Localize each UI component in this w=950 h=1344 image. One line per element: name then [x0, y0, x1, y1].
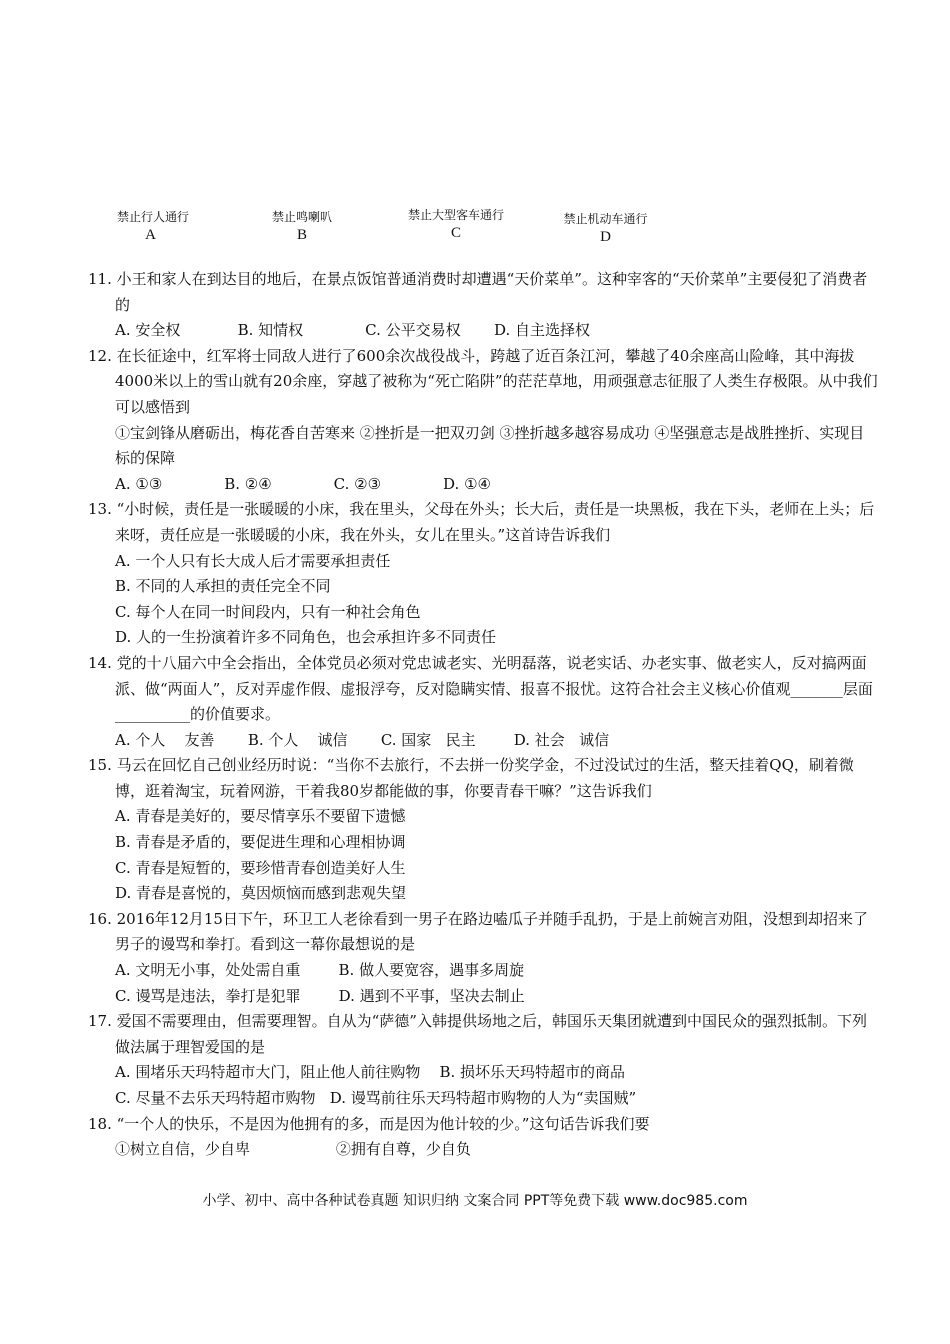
sign-caption: 禁止大型客车通行: [407, 208, 504, 222]
option-line-2: C. 尽量不去乐天玛特超市购物 D. 谩骂前往乐天玛特超市购物的人为“卖国贼”: [115, 1089, 637, 1107]
sign-caption: 禁止鸣喇叭: [271, 210, 332, 224]
option-d: D. 青春是喜悦的，莫因烦恼而感到悲观失望: [115, 884, 407, 903]
option-c: C. 每个人在同一时间段内，只有一种社会角色: [115, 602, 421, 621]
question-list: [88, 267, 878, 1163]
question-statements: ①宝剑锋从磨砺出，梅花香自苦寒来 ②挫折是一把双刃剑 ③挫折越多越容易成功 ④坚强意志是战胜挫折、实现目标的保障: [115, 423, 865, 468]
question-stem: 18. “一个人的快乐，不是因为他拥有的多，而是因为他计较的少。”这句话告诉我们要: [88, 1114, 650, 1133]
question-18: [88, 1112, 878, 1163]
sign-letter: D: [600, 229, 611, 245]
question-stem: 17. 爱国不需要理由，但需要理智。自从为“萨德”入韩提供场地之后，韩国乐天集团就遭到中国民众的强烈抵制。下列做法属于理智爱国的是: [88, 1012, 867, 1056]
question-statements: ①树立自信，少自卑 ②拥有自尊，少自负: [115, 1140, 471, 1159]
question-stem: 12. 在长征途中，红军将士同敌人进行了600余次战役战斗，跨越了近百条江河，攀越了40余座高山险峰，其中海拔4000米以上的雪山就有20余座，穿越了被称为“死亡陷阱”的茫茫草地，用顽强意志征服了人类生存极限。从中我们可以感悟到: [88, 346, 878, 416]
sign-option-d: [553, 210, 658, 246]
option-c: C. 青春是短暂的，要珍惜青春创造美好人生: [115, 858, 406, 877]
question-16: [88, 907, 878, 1009]
question-11: [88, 267, 878, 344]
page-footer: 小学、初中、高中各种试卷真题 知识归纳 文案合同 PPT等免费下载 www.doc985.com: [202, 1193, 748, 1209]
option-d: D. 人的一生扮演着许多不同角色，也会承担许多不同责任: [115, 628, 497, 647]
question-options: A. 个人 友善 B. 个人 诚信 C. 国家 民主 D. 社会 诚信: [115, 730, 610, 749]
option-a: A. 一个人只有长大成人后才需要承担责任: [115, 551, 391, 570]
option-a: A. 青春是美好的，要尽情享乐不要留下遗憾: [115, 807, 406, 826]
option-b: B. 青春是矛盾的，要促进生理和心理相协调: [115, 833, 406, 852]
question-17: [88, 1009, 878, 1111]
option-b: B. 不同的人承担的责任完全不同: [115, 577, 331, 596]
traffic-sign-captions: [0, 200, 950, 250]
question-15: [88, 753, 878, 907]
sign-caption: 禁止行人通行: [116, 210, 189, 224]
option-line-1: A. 围堵乐天玛特超市大门，阻止他人前往购物 B. 损坏乐天玛特超市的商品: [115, 1063, 626, 1082]
sign-option-b: [262, 208, 342, 244]
question-13: [88, 497, 878, 651]
sign-letter: A: [145, 227, 156, 243]
question-12: [88, 344, 878, 498]
question-stem: 16. 2016年12月15日下午，环卫工人老徐看到一男子在路边嗑瓜子并随手乱扔，于是上前婉言劝阻，没想到却招来了男子的谩骂和拳打。看到这一幕你最想说的是: [88, 909, 868, 954]
question-stem: 15. 马云在回忆自己创业经历时说：“当你不去旅行，不去拼一份奖学金，不过没试过的生活，整天挂着QQ，刷着微博，逛着淘宝，玩着网游，干着我80岁都能做的事，你要青春干嘛？”这告诉我们: [88, 756, 854, 800]
sign-letter: C: [450, 225, 461, 241]
sign-letter: B: [296, 227, 307, 243]
sign-option-a: [108, 208, 198, 244]
question-14: [88, 651, 878, 753]
option-line-2: C. 谩骂是违法，拳打是犯罪 D. 遇到不平事，坚决去制止: [115, 986, 525, 1005]
sign-caption: 禁止机动车通行: [563, 212, 648, 226]
option-line-1: A. 文明无小事，处处需自重 B. 做人要宽容，遇事多周旋: [115, 961, 525, 980]
question-stem: 14. 党的十八届六中全会指出，全体党员必须对党忠诚老实、光明磊落，说老实话、办老实事、做老实人，反对搞两面派、做“两面人”，反对弄虚作假、虚报浮夸，反对隐瞒实情、报喜不报忧。这符合社会主义核心价值观_______层面__________的价值要求。: [88, 653, 873, 724]
question-stem: 13. “小时候，责任是一张暖暖的小床，我在里头，父母在外头；长大后，责任是一块黑板，我在下头，老师在上头；后来呀，责任应是一张暖暖的小床，我在外头，女儿在里头。”这首诗告诉我们: [88, 500, 875, 544]
sign-option-c: [396, 206, 516, 242]
question-options: A. ①③ B. ②④ C. ②③ D. ①④: [115, 474, 491, 493]
question-options: A. 安全权 B. 知情权 C. 公平交易权 D. 自主选择权: [115, 321, 591, 340]
question-stem: 11. 小王和家人在到达目的地后，在景点饭馆普通消费时却遭遇“天价菜单”。这种宰客的“天价菜单”主要侵犯了消费者的: [88, 270, 868, 314]
